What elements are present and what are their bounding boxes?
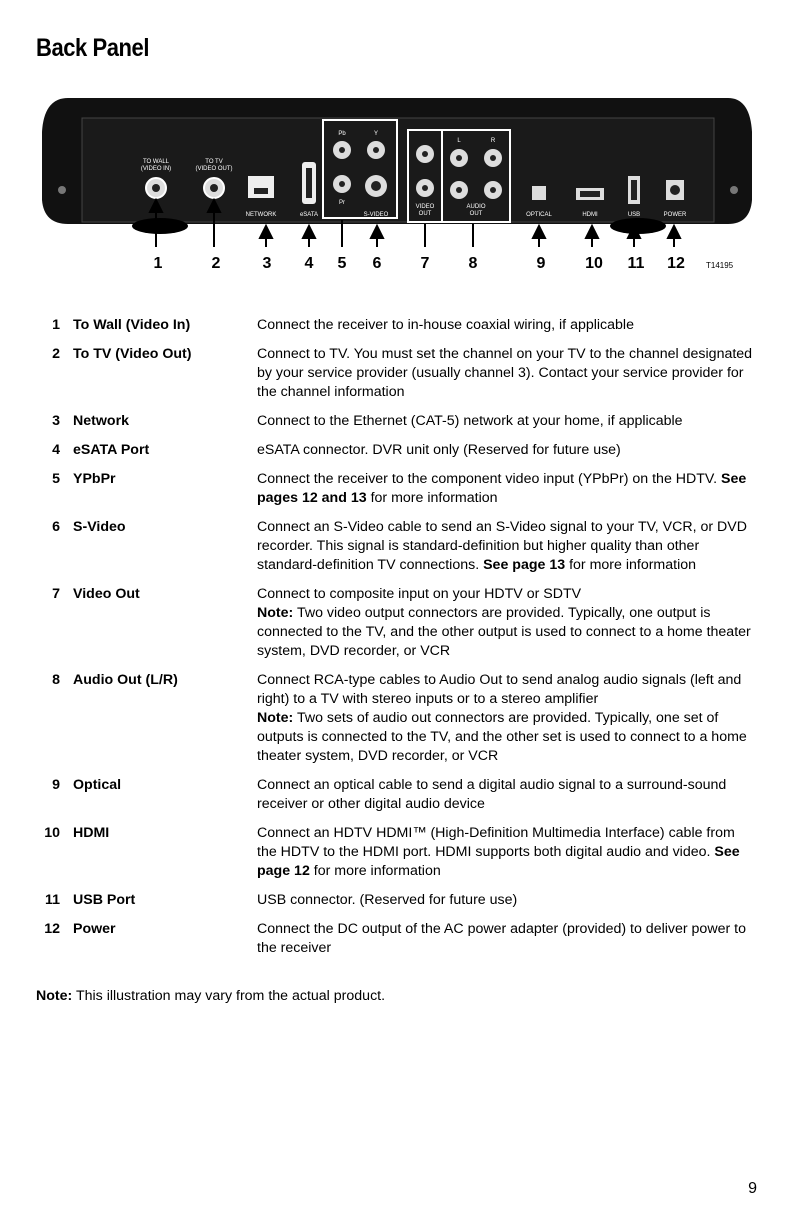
- row-label: Optical: [73, 777, 122, 793]
- illustration-note: Note: This illustration may vary from the actual product.: [36, 988, 386, 1004]
- row-note: Note: Two video output connectors are provided. Typically, one output is connected to the TV, and the other output is used to connect to a home theater system, DVD recorder, or VCR: [257, 605, 751, 659]
- row-3: [36, 412, 756, 431]
- label-audio-r: R: [490, 138, 496, 144]
- label-audio-out-1: AUDIO: [466, 204, 486, 210]
- label-network: NETWORK: [245, 212, 277, 218]
- row-12: [36, 920, 756, 958]
- optical-port-icon: [532, 186, 546, 200]
- row-number: 1: [52, 317, 60, 333]
- row-number: 11: [45, 892, 60, 908]
- connector-list: [36, 316, 756, 968]
- row-description: Connect an S-Video cable to send an S-Video signal to your TV, VCR, or DVD recorder. This signal is standard-definition but higher quality than other standard-definition TV connections. See page 13 for more information: [257, 519, 748, 573]
- callout-1: 1: [153, 255, 163, 272]
- row-note: Note: Two sets of audio out connectors are provided. Typically, one set of outputs is connected to the TV, and the other set is used to connect to a home theater system, DVD recorder, or VCR: [257, 710, 747, 764]
- row-6: [36, 518, 756, 575]
- row-number: 3: [52, 413, 60, 429]
- row-label: Audio Out (L/R): [73, 672, 178, 688]
- label-optical: OPTICAL: [526, 212, 552, 218]
- page-reference: See page 13: [483, 557, 566, 573]
- page-number: 9: [748, 1180, 757, 1197]
- row-description: Connect an optical cable to send a digital audio signal to a surround-sound receiver or other digital audio device: [257, 777, 727, 812]
- label-video-out-1: VIDEO: [415, 204, 435, 210]
- row-description: Connect an HDTV HDMI™ (High-Definition Multimedia Interface) cable from the HDTV to the HDMI port. HDMI supports both digital audio and video. See page 12 for more information: [257, 825, 740, 879]
- row-number: 5: [52, 471, 60, 487]
- label-usb: USB: [627, 212, 641, 218]
- row-1: [36, 316, 756, 335]
- label-to-wall-1: TO WALL: [142, 159, 170, 165]
- row-number: 4: [52, 442, 60, 458]
- callout-12: 12: [667, 255, 685, 272]
- row-label: eSATA Port: [73, 442, 150, 458]
- row-description: Connect RCA-type cables to Audio Out to send analog audio signals (left and right) to a TV with stereo inputs or to a stereo amplifier Note: Two sets of audio out connectors are provided. Typically, one set of outputs is connected to the TV, and the other set is used to connect to a home theater system, DVD recorder, or VCR: [245, 671, 756, 766]
- receiver-foot-right: [610, 218, 666, 234]
- row-label: USB Port: [73, 892, 136, 908]
- row-9: [36, 776, 756, 814]
- row-description: Connect to composite input on your HDTV or SDTV Note: Two video output connectors are provided. Typically, one output is connected to the TV, and the other output is used to connect to a home theater system, DVD recorder, or VCR: [245, 585, 756, 661]
- label-audio-l: L: [457, 138, 461, 144]
- ethernet-port-icon: [248, 176, 274, 198]
- callout-2: 2: [211, 255, 221, 272]
- row-10: [36, 824, 756, 881]
- row-number: 9: [52, 777, 60, 793]
- label-to-tv-1: TO TV: [205, 159, 223, 165]
- label-video-out-2: OUT: [418, 211, 432, 217]
- label-pb: Pb: [338, 131, 346, 137]
- screw-right-icon: [730, 186, 738, 194]
- callout-6: 6: [372, 255, 382, 272]
- callout-10: 10: [585, 255, 603, 272]
- callout-11: 11: [627, 255, 645, 272]
- row-2: [36, 345, 756, 402]
- label-audio-out-2: OUT: [469, 211, 483, 217]
- row-description: Connect the DC output of the AC power adapter (provided) to deliver power to the receiver: [257, 921, 746, 956]
- label-y: Y: [373, 131, 379, 137]
- row-description: Connect to the Ethernet (CAT-5) network at your home, if applicable: [257, 413, 683, 429]
- label-to-wall-2: (VIDEO IN): [140, 166, 172, 172]
- receiver-foot-left: [132, 218, 188, 234]
- row-8: [36, 671, 756, 766]
- back-panel-diagram: [38, 92, 758, 282]
- row-4: [36, 441, 756, 460]
- label-hdmi: HDMI: [582, 212, 598, 218]
- callout-7: 7: [420, 255, 430, 272]
- row-7: [36, 585, 756, 661]
- label-esata: eSATA: [299, 212, 319, 218]
- row-number: 12: [44, 921, 60, 937]
- callout-8: 8: [468, 255, 478, 272]
- row-label: YPbPr: [73, 471, 116, 487]
- row-description: USB connector. (Reserved for future use): [257, 892, 518, 908]
- row-11: [36, 891, 756, 910]
- callout-5: 5: [337, 255, 347, 272]
- label-pr: Pr: [339, 200, 345, 206]
- row-label: Video Out: [73, 586, 140, 602]
- row-description: Connect to TV. You must set the channel on your TV to the channel designated by your service provider (usually channel 3). Contact your service provider for the channel information: [257, 346, 753, 400]
- row-5: [36, 470, 756, 508]
- row-number: 6: [52, 519, 60, 535]
- row-label: HDMI: [73, 825, 110, 841]
- page-reference: See pages 12 and 13: [257, 471, 747, 506]
- row-label: To Wall (Video In): [73, 317, 191, 333]
- callout-3: 3: [262, 255, 272, 272]
- label-to-tv-2: (VIDEO OUT): [195, 166, 233, 172]
- figure-id: T14195: [706, 261, 734, 270]
- row-number: 10: [44, 825, 60, 841]
- row-description: Connect the receiver to the component video input (YPbPr) on the HDTV. See pages 12 and 13 for more information: [257, 471, 747, 506]
- page-title: Back Panel: [36, 34, 150, 62]
- callout-9: 9: [536, 255, 546, 272]
- row-label: Power: [73, 921, 116, 937]
- row-number: 7: [52, 586, 60, 602]
- label-svideo: S-VIDEO: [363, 212, 389, 218]
- row-number: 2: [52, 346, 60, 362]
- row-description: eSATA connector. DVR unit only (Reserved for future use): [257, 442, 621, 458]
- page-reference: See page 12: [257, 844, 740, 879]
- row-number: 8: [52, 672, 60, 688]
- row-label: S-Video: [73, 519, 126, 535]
- screw-left-icon: [58, 186, 66, 194]
- row-description: Connect the receiver to in-house coaxial wiring, if applicable: [257, 317, 634, 333]
- row-label: Network: [73, 413, 129, 429]
- callout-4: 4: [304, 255, 314, 272]
- label-power: POWER: [663, 212, 687, 218]
- row-label: To TV (Video Out): [73, 346, 192, 362]
